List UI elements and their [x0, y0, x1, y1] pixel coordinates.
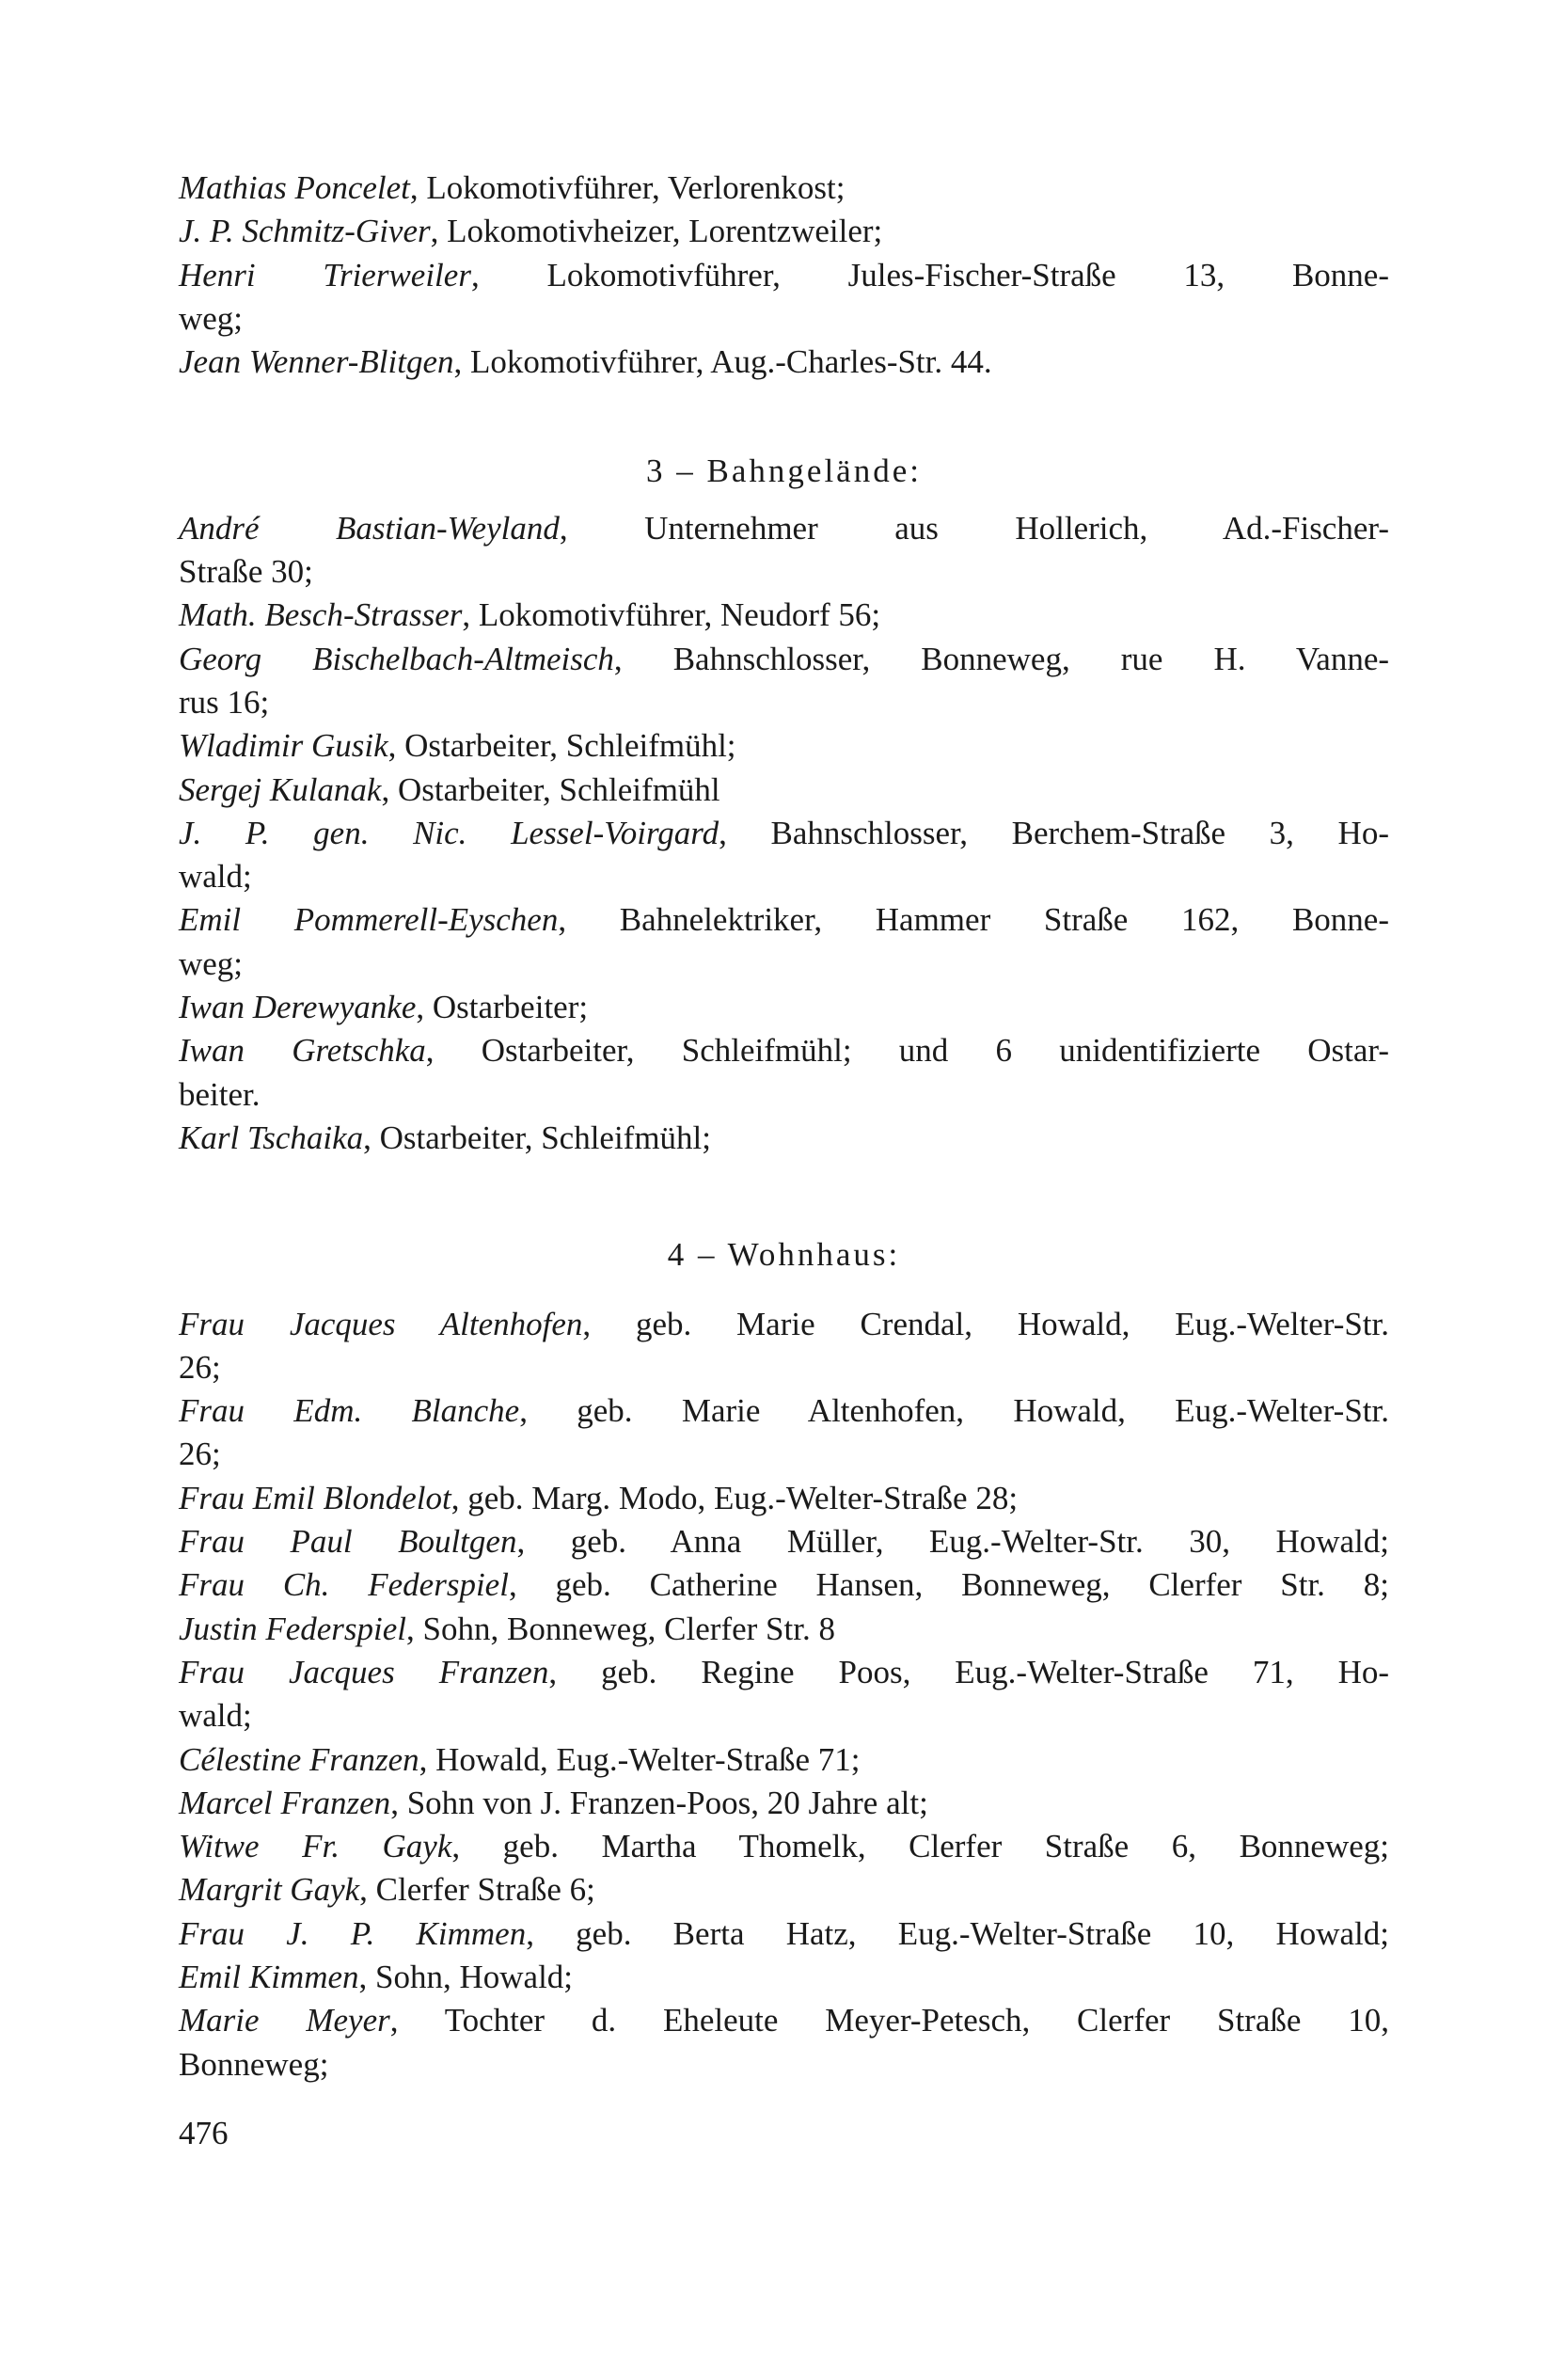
entry-line: [179, 1433, 1389, 1476]
list-entry: [179, 1956, 1389, 1999]
list-entry: [179, 507, 1389, 595]
list-entry: [179, 1477, 1389, 1520]
entry-line: [179, 341, 1389, 384]
entry-line: [179, 297, 1389, 341]
entry-details: 26;: [179, 1348, 221, 1386]
entry-line: [179, 2043, 1389, 2086]
entry-line: [179, 812, 1389, 855]
entry-details: , geb. Regine Poos, Eug.-Welter-Straße 71, Ho-: [548, 1653, 1390, 1690]
person-name: Frau Ch. Federspiel: [179, 1566, 509, 1604]
person-name: Marcel Franzen: [179, 1784, 391, 1821]
entry-line: [179, 594, 1389, 637]
entry-line: [179, 681, 1389, 724]
entry-details: , Lokomotivführer, Verlorenkost;: [409, 169, 846, 206]
entry-line: [179, 769, 1389, 812]
entry-line: [179, 724, 1389, 768]
person-name: Wladimir Gusik: [179, 727, 388, 765]
entry-line: [179, 1608, 1389, 1651]
page-number: 476: [179, 2114, 229, 2151]
list-entry: [179, 1520, 1389, 1563]
entry-details: beiter.: [179, 1075, 261, 1113]
entry-line: [179, 507, 1389, 550]
person-name: J. P. Schmitz-Giver: [179, 213, 431, 250]
list-entry: [179, 1563, 1389, 1607]
entry-details: , Ostarbeiter, Schleifmühl;: [363, 1119, 712, 1156]
person-name: Célestine Franzen: [179, 1740, 419, 1778]
entry-line: [179, 254, 1389, 297]
person-name: Marie Meyer: [179, 2002, 390, 2039]
list-entry: [179, 1389, 1389, 1477]
entry-line: [179, 943, 1389, 986]
entry-details: , Bahnschlosser, Berchem-Straße 3, Ho-: [719, 814, 1389, 851]
entry-details: , Bahnschlosser, Bonneweg, rue H. Vanne-: [613, 640, 1390, 677]
entry-details: , Ostarbeiter, Schleifmühl: [381, 770, 720, 808]
person-name: Frau J. P. Kimmen: [179, 1914, 527, 1952]
list-entry: [179, 1782, 1389, 1825]
entry-details: , Sohn, Bonneweg, Clerfer Str. 8: [406, 1610, 835, 1647]
entry-line: [179, 1651, 1389, 1694]
entry-details: Straße 30;: [179, 553, 313, 591]
list-entry: [179, 1117, 1389, 1160]
entry-details: rus 16;: [179, 683, 270, 721]
entry-line: [179, 1999, 1389, 2042]
list-entry: [179, 167, 1389, 210]
section-heading: 4 – Wohnhaus:: [667, 1236, 901, 1274]
person-name: Sergej Kulanak: [179, 770, 382, 808]
entry-details: , Lokomotivführer, Neudorf 56;: [462, 596, 881, 634]
entry-details: , Tochter d. Eheleute Meyer-Petesch, Clerfer Straße 10,: [389, 2002, 1389, 2039]
entry-details: , geb. Anna Müller, Eug.-Welter-Str. 30, Howald;: [516, 1523, 1389, 1561]
list-entry: [179, 1029, 1389, 1117]
entry-details: Bonneweg;: [179, 2045, 329, 2083]
entry-line: [179, 1825, 1389, 1868]
entry-line: [179, 1520, 1389, 1563]
list-entry: [179, 898, 1389, 986]
entry-line: [179, 1563, 1389, 1607]
entry-details: weg;: [179, 299, 244, 337]
entry-details: , geb. Marie Altenhofen, Howald, Eug.-Welter-Str.: [519, 1392, 1389, 1430]
entry-details: , Howald, Eug.-Welter-Straße 71;: [419, 1740, 861, 1778]
document-page: [179, 167, 1389, 2155]
person-name: Iwan Gretschka: [179, 1032, 426, 1070]
entry-line: [179, 1029, 1389, 1072]
entry-line: [179, 1738, 1389, 1782]
entry-details: , geb. Catherine Hansen, Bonneweg, Clerfer Str. 8;: [508, 1566, 1389, 1604]
list-entry: [179, 341, 1389, 384]
person-name: Emil Pommerell-Eyschen: [179, 901, 559, 939]
entry-details: wald;: [179, 858, 252, 896]
person-name: Frau Edm. Blanche: [179, 1392, 520, 1430]
person-name: J. P. gen. Nic. Lessel-Voirgard: [179, 814, 719, 851]
entry-line: [179, 1346, 1389, 1389]
entry-details: , Bahnelektriker, Hammer Straße 162, Bonne-: [558, 901, 1389, 939]
list-entry: [179, 1912, 1389, 1956]
person-name: Emil Kimmen: [179, 1958, 359, 1995]
list-entry: [179, 210, 1389, 253]
entry-line: [179, 210, 1389, 253]
person-name: Math. Besch-Strasser: [179, 596, 463, 634]
person-name: Witwe Fr. Gayk: [179, 1828, 452, 1865]
entry-details: 26;: [179, 1436, 221, 1473]
list-entry: [179, 986, 1389, 1029]
entry-details: , Lokomotivheizer, Lorentzweiler;: [430, 213, 883, 250]
entry-details: wald;: [179, 1697, 252, 1735]
entry-line: [179, 1303, 1389, 1346]
entry-line: [179, 1477, 1389, 1520]
person-name: Jean Wenner-Blitgen: [179, 343, 454, 381]
entry-line: [179, 550, 1389, 594]
list-entry: [179, 1651, 1389, 1738]
entry-line: [179, 1694, 1389, 1737]
entry-line: [179, 898, 1389, 942]
entry-details: , Ostarbeiter, Schleifmühl; und 6 unidentifizierte Ostar-: [425, 1032, 1390, 1070]
entry-line: [179, 638, 1389, 681]
person-name: Georg Bischelbach-Altmeisch: [179, 640, 614, 677]
entry-details: , Lokomotivführer, Jules-Fischer-Straße 13, Bonne-: [470, 256, 1389, 294]
list-entry: [179, 1738, 1389, 1782]
entry-details: , geb. Martha Thomelk, Clerfer Straße 6, Bonneweg;: [451, 1828, 1389, 1865]
list-entry: [179, 812, 1389, 899]
list-entry: [179, 638, 1389, 725]
entry-line: [179, 1073, 1389, 1117]
entry-line: [179, 855, 1389, 898]
entry-line: [179, 986, 1389, 1029]
entry-line: [179, 1912, 1389, 1956]
list-entry: [179, 724, 1389, 768]
entry-line: [179, 167, 1389, 210]
list-entry: [179, 1303, 1389, 1390]
list-entry: [179, 1608, 1389, 1651]
entry-line: [179, 1782, 1389, 1825]
person-name: Iwan Derewyanke: [179, 989, 417, 1026]
person-name: Karl Tschaika: [179, 1119, 364, 1156]
entry-details: , geb. Marg. Modo, Eug.-Welter-Straße 28;: [451, 1479, 1019, 1516]
entry-details: , Sohn von J. Franzen-Poos, 20 Jahre alt;: [390, 1784, 928, 1821]
entry-details: , geb. Marie Crendal, Howald, Eug.-Welter-Str.: [582, 1305, 1390, 1342]
person-name: Henri Trierweiler: [179, 256, 471, 294]
entry-line: [179, 1956, 1389, 1999]
entry-line: [179, 1117, 1389, 1160]
person-name: Mathias Poncelet: [179, 169, 410, 206]
person-name: Margrit Gayk: [179, 1871, 360, 1909]
person-name: André Bastian-Weyland: [179, 509, 560, 547]
person-name: Frau Paul Boultgen: [179, 1523, 517, 1561]
person-name: Frau Jacques Altenhofen: [179, 1305, 583, 1342]
list-entry: [179, 1999, 1389, 2086]
entry-details: , Ostarbeiter;: [416, 989, 589, 1026]
entry-details: , Sohn, Howald;: [358, 1958, 574, 1995]
entry-details: , Lokomotivführer, Aug.-Charles-Str. 44.: [453, 343, 992, 381]
list-entry: [179, 769, 1389, 812]
entry-details: , Ostarbeiter, Schleifmühl;: [387, 727, 736, 765]
person-name: Frau Jacques Franzen: [179, 1653, 549, 1690]
section-heading: 3 – Bahngelände:: [646, 452, 922, 490]
list-entry: [179, 1825, 1389, 1868]
person-name: Justin Federspiel: [179, 1610, 407, 1647]
entry-details: , Clerfer Straße 6;: [359, 1871, 595, 1909]
entry-details: weg;: [179, 944, 244, 982]
entry-details: , Unternehmer aus Hollerich, Ad.-Fischer-: [559, 509, 1389, 547]
entry-line: [179, 1868, 1389, 1912]
entry-line: [179, 1389, 1389, 1433]
list-entry: [179, 594, 1389, 637]
list-entry: [179, 1868, 1389, 1912]
entry-details: , geb. Berta Hatz, Eug.-Welter-Straße 10, Howald;: [526, 1914, 1390, 1952]
list-entry: [179, 254, 1389, 341]
person-name: Frau Emil Blondelot: [179, 1479, 451, 1516]
